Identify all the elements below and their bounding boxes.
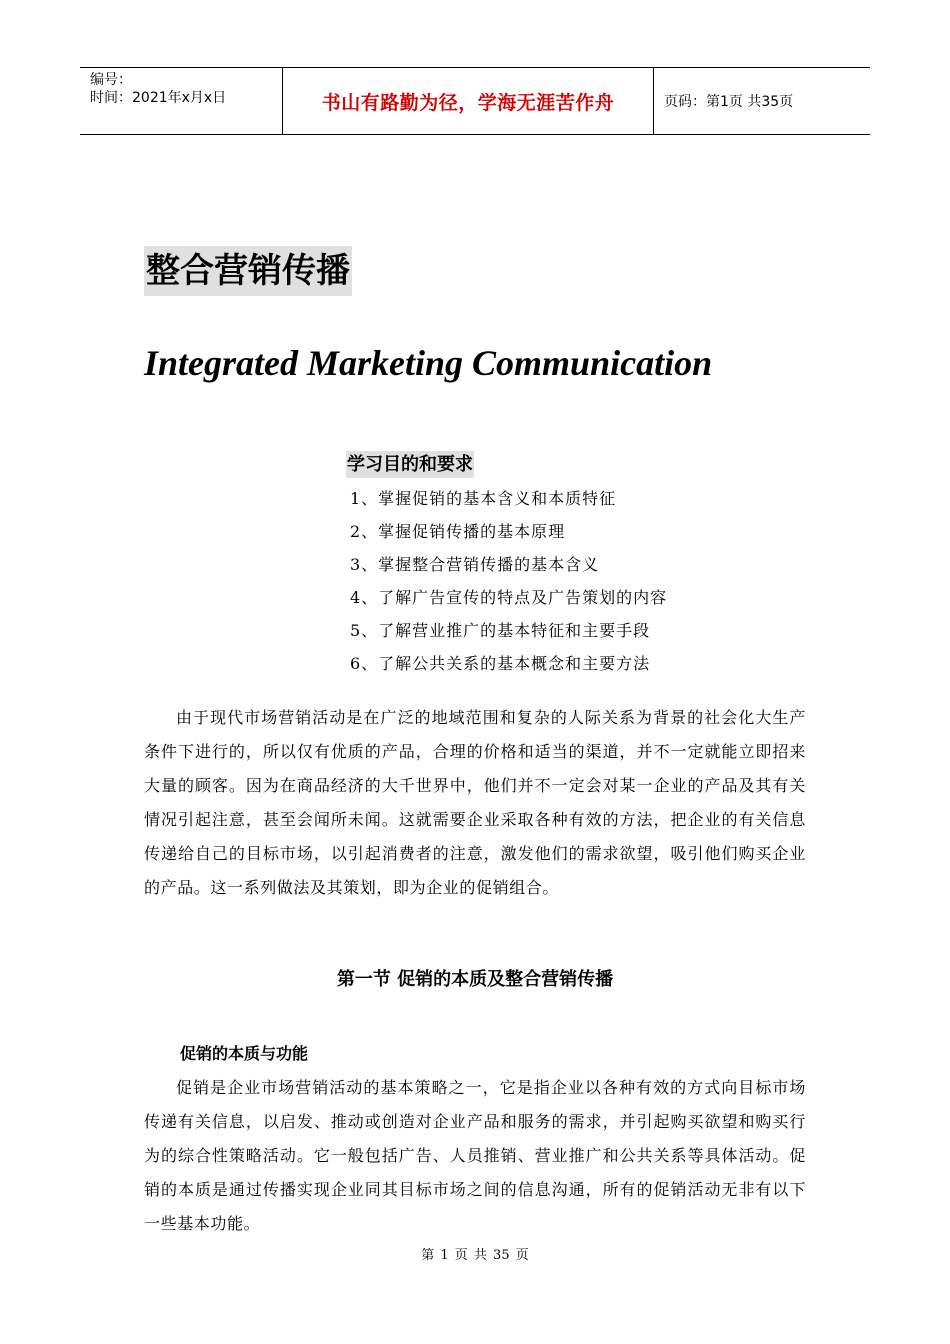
chapter-title-english: Integrated Marketing Communication [144,343,713,383]
intro-paragraph: 由于现代市场营销活动是在广泛的地域范围和复杂的人际关系为背景的社会化大生产条件下进行的，所以仅有优质的产品，合理的价格和适当的渠道，并不一定就能立即招来大量的顾客。因为在商品经济的大千世界中，他们并不一定会对某一企业的产品及其有关情况引起注意，甚至会闻所未闻。这就需要企业采取各种有效的方法，把企业的有关信息传递给自己的目标市场，以引起消费者的注意，激发他们的需求欲望，吸引他们购买企业的产品。这一系列做法及其策划，即为企业的促销组合。 [144,708,806,897]
page-footer: 第 1 页 共 35 页 [421,1248,529,1263]
objective-item: 2、掌握促销传播的基本原理 [350,522,566,541]
objective-item: 3、掌握整合营销传播的基本含义 [350,555,600,574]
header-motto: 书山有路勤为径，学海无涯苦作舟 [282,68,654,134]
objectives-list [350,486,667,684]
body-paragraph: 促销是企业市场营销活动的基本策略之一，它是指企业以各种有效的方式向目标市场传递有关信息，以启发、推动或创造对企业产品和服务的需求，并引起购买欲望和购买行为的综合性策略活动。它一般包括广告、人员推销、营业推广和公共关系等具体活动。促销的本质是通过传播实现企业同其目标市场之间的信息沟通，所有的促销活动无非有以下一些基本功能。 [144,1078,806,1233]
document-number-label: 编号： [90,72,132,88]
chapter-title-chinese: 整合营销传播 [144,246,352,296]
section-title: 第一节 促销的本质及整合营销传播 [336,969,614,990]
header-page-info: 页码：第1页 共35页 [664,94,794,110]
header-meta [80,68,282,134]
subsection-title: 促销的本质与功能 [180,1044,309,1063]
objective-item: 4、了解广告宣传的特点及广告策划的内容 [350,588,668,607]
objective-item: 1、掌握促销的基本含义和本质特征 [350,489,617,508]
objective-item: 6、了解公共关系的基本概念和主要方法 [350,654,651,673]
document-date: 时间：2021年x月x日 [90,90,227,106]
objectives-heading: 学习目的和要求 [346,451,474,478]
page-header [80,67,870,135]
objective-item: 5、了解营业推广的基本特征和主要手段 [350,621,651,640]
